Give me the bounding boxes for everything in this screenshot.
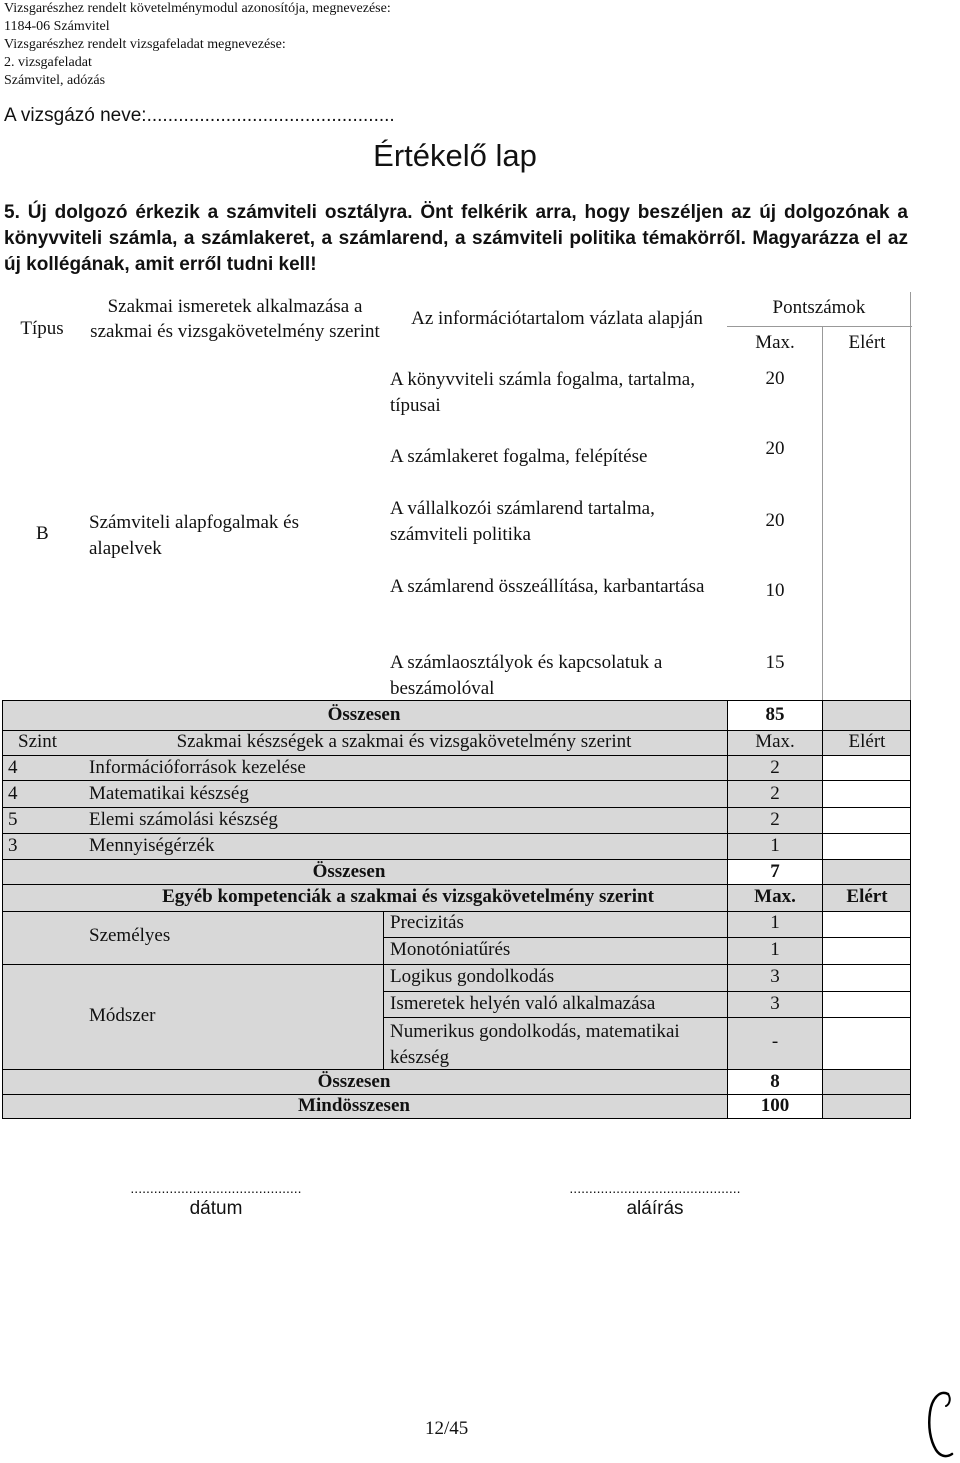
group-personal: Személyes bbox=[89, 925, 171, 946]
col-header-comp-achieved: Elért bbox=[846, 886, 888, 907]
col-header-type: Típus bbox=[20, 318, 64, 339]
section1-total-label: Összesen bbox=[327, 704, 401, 725]
max-row-3: 20 bbox=[765, 510, 785, 531]
skill-max-2: 2 bbox=[770, 783, 780, 804]
max-row-4: 10 bbox=[765, 580, 785, 601]
signature-label: aláírás bbox=[626, 1198, 684, 1219]
skill-level-1: 4 bbox=[8, 757, 18, 778]
col-header-outline: Az információtartalom vázlata alapján bbox=[411, 308, 703, 329]
max-row-5: 15 bbox=[765, 652, 785, 673]
header-line-3: Vizsgarészhez rendelt vizsgafeladat megnevezése: bbox=[4, 37, 286, 52]
skill-max-4: 1 bbox=[770, 835, 780, 856]
comp-max-3: 3 bbox=[770, 966, 780, 987]
max-row-1: 20 bbox=[765, 368, 785, 389]
header-line-5: Számvitel, adózás bbox=[4, 73, 106, 88]
signature-dots: ............................................ bbox=[569, 1180, 741, 1196]
skill-level-4: 3 bbox=[8, 835, 18, 856]
grand-total-label: Mindösszesen bbox=[298, 1095, 410, 1116]
handwritten-initial-icon bbox=[918, 1388, 958, 1460]
col-header-skills-max: Max. bbox=[755, 731, 795, 752]
section3-total-value: 8 bbox=[770, 1071, 780, 1092]
page-number: 12/45 bbox=[425, 1418, 469, 1439]
task-description: 5. Új dolgozó érkezik a számviteli osztályra. Önt felkérik arra, hogy beszéljen az új dolgozónak a könyvviteli számla, a számlakeret, a számlarend, a számviteli politika témakörről. Magyarázza el az új kollégának, amit erről tudni kell! bbox=[4, 202, 908, 275]
outline-row-1: A könyvviteli számla fogalma, tartalma, típusai bbox=[390, 369, 695, 416]
outline-row-5: A számlaosztályok és kapcsolatuk a beszámolóval bbox=[390, 652, 663, 699]
date-label: dátum bbox=[189, 1198, 243, 1219]
section3-total-label: Összesen bbox=[317, 1071, 391, 1092]
comp-max-2: 1 bbox=[770, 939, 780, 960]
skill-level-3: 5 bbox=[8, 809, 18, 830]
comp-name-2: Monotóniatűrés bbox=[390, 939, 511, 960]
header-line-2: 1184-06 Számvitel bbox=[4, 19, 110, 34]
col-header-max: Max. bbox=[755, 332, 795, 353]
comp-max-4: 3 bbox=[770, 993, 780, 1014]
type-value: B bbox=[36, 523, 49, 544]
skill-name-1: Információforrások kezelése bbox=[89, 757, 306, 778]
grand-total-value: 100 bbox=[760, 1095, 790, 1116]
skill-name-2: Matematikai készség bbox=[89, 783, 249, 804]
skill-name-3: Elemi számolási készség bbox=[89, 809, 278, 830]
comp-name-4: Ismeretek helyén való alkalmazása bbox=[390, 993, 656, 1014]
skill-name-4: Mennyiségérzék bbox=[89, 835, 215, 856]
outline-row-3: A vállalkozói számlarend tartalma, számviteli politika bbox=[390, 498, 655, 545]
outline-row-4: A számlarend összeállítása, karbantartása bbox=[390, 576, 705, 597]
col-header-achieved: Elért bbox=[848, 332, 886, 353]
skill-level-2: 4 bbox=[8, 783, 18, 804]
skill-max-3: 2 bbox=[770, 809, 780, 830]
col-header-knowledge: Szakmai ismeretek alkalmazása a szakmai és vizsgakövetelmény szerint bbox=[90, 296, 380, 342]
candidate-name-field: A vizsgázó neve:............................................... bbox=[4, 105, 395, 126]
header-line-1: Vizsgarészhez rendelt követelménymodul azonosítója, megnevezése: bbox=[4, 1, 391, 16]
comp-max-1: 1 bbox=[770, 912, 780, 933]
section1-total-value: 85 bbox=[765, 704, 785, 725]
comp-max-5: - bbox=[771, 1031, 779, 1052]
section2-total-value: 7 bbox=[770, 861, 780, 882]
group-method: Módszer bbox=[89, 1005, 156, 1026]
outline-row-2: A számlakeret fogalma, felépítése bbox=[390, 446, 648, 467]
document-header bbox=[4, 0, 391, 90]
page-title: Értékelő lap bbox=[373, 138, 537, 173]
knowledge-value: Számviteli alapfogalmak és alapelvek bbox=[89, 512, 299, 559]
col-header-skills-achieved: Elért bbox=[848, 731, 886, 752]
comp-name-1: Precizitás bbox=[390, 912, 464, 933]
col-header-comp-max: Max. bbox=[754, 886, 796, 907]
col-header-level: Szint bbox=[18, 731, 58, 752]
col-header-points: Pontszámok bbox=[772, 297, 866, 318]
date-dots: ............................................ bbox=[130, 1180, 302, 1196]
max-row-2: 20 bbox=[765, 438, 785, 459]
col-header-skills: Szakmai készségek a szakmai és vizsgakövetelmény szerint bbox=[176, 731, 632, 752]
section2-total-label: Összesen bbox=[312, 861, 386, 882]
comp-name-3: Logikus gondolkodás bbox=[390, 966, 555, 987]
comp-name-5: Numerikus gondolkodás, matematikai készség bbox=[390, 1021, 680, 1068]
competences-heading: Egyéb kompetenciák a szakmai és vizsgakövetelmény szerint bbox=[162, 886, 654, 907]
header-line-4: 2. vizsgafeladat bbox=[4, 55, 92, 70]
skill-max-1: 2 bbox=[770, 757, 780, 778]
